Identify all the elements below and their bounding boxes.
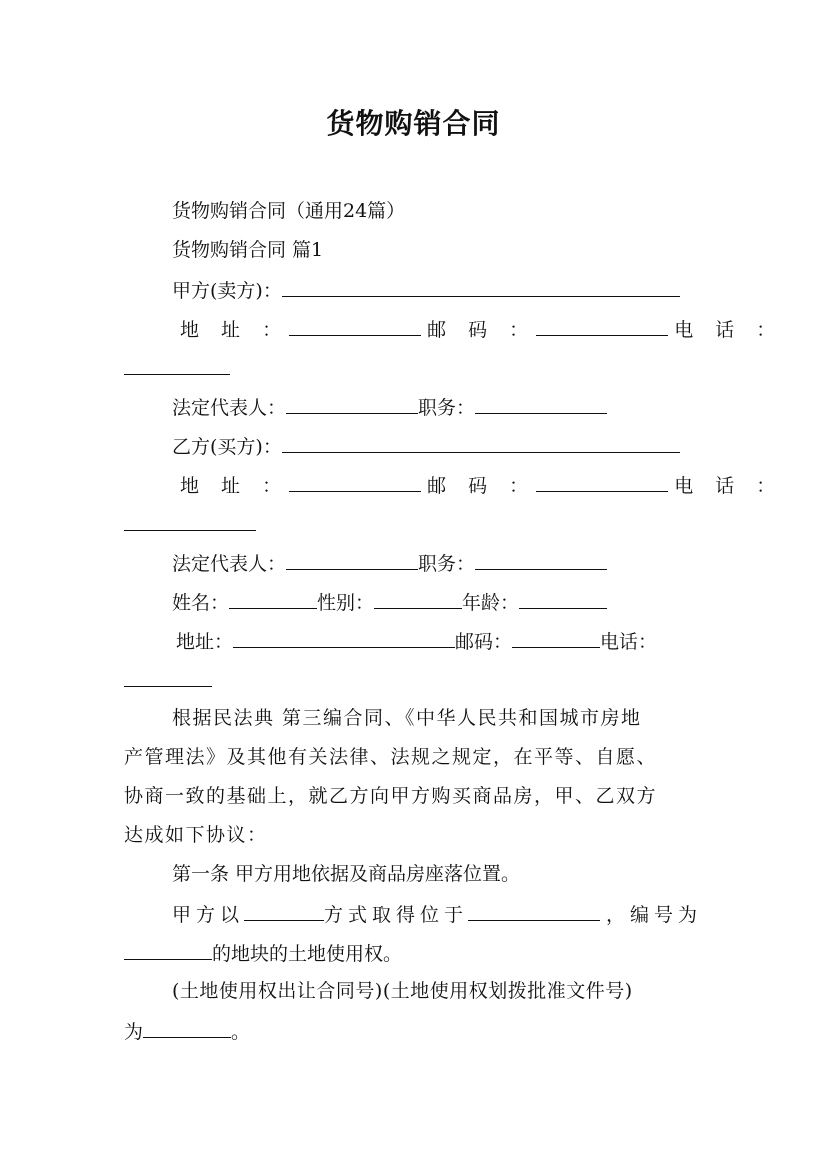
personal-address-row <box>176 627 657 655</box>
position-blank[interactable] <box>475 549 607 570</box>
land-use-text: 的地块的土地使用权。 <box>212 943 403 965</box>
address-blank[interactable] <box>289 471 421 492</box>
paragraph-line: 达成如下协议： <box>124 824 268 846</box>
legal-rep-label: 法定代表人： <box>172 553 287 575</box>
phone-label: 电 话 ： <box>674 475 784 497</box>
personal-info-row <box>172 588 607 616</box>
location-blank[interactable] <box>468 900 600 921</box>
phone-blank[interactable] <box>124 354 230 375</box>
legal-rep-blank[interactable] <box>286 393 418 414</box>
contract-number-text: 。 <box>231 1021 251 1043</box>
phone-blank[interactable] <box>124 510 256 531</box>
phone-label: 电 话 ： <box>674 319 784 341</box>
acquisition-method-blank[interactable] <box>244 900 324 921</box>
position-label: 职务： <box>418 397 476 419</box>
land-use-row-2 <box>124 939 402 967</box>
party-b-row <box>172 432 680 460</box>
document-subtitle: 货物购销合同（通用24篇） <box>172 200 406 222</box>
land-use-text: 甲方以 <box>172 904 245 926</box>
party-b-blank[interactable] <box>282 432 680 453</box>
postcode-blank[interactable] <box>512 627 600 648</box>
gender-label: 性别： <box>317 592 375 614</box>
party-a-row <box>172 276 680 304</box>
paragraph-line: 根据民法典 第三编合同、《中华人民共和国城市房地 <box>172 707 642 729</box>
party-a-phone-row <box>124 354 230 382</box>
personal-phone-row <box>124 666 212 694</box>
phone-blank[interactable] <box>124 666 212 687</box>
postcode-blank[interactable] <box>536 471 668 492</box>
land-use-text: ，编号为 <box>606 904 703 926</box>
party-a-blank[interactable] <box>282 276 680 297</box>
land-use-row <box>172 900 702 928</box>
party-a-label: 甲方(卖方)： <box>172 280 282 302</box>
position-blank[interactable] <box>475 393 607 414</box>
address-label: 地 址 ： <box>180 475 290 497</box>
postcode-label: 邮码： <box>455 631 513 653</box>
postcode-label: 邮 码 ： <box>427 475 537 497</box>
age-label: 年龄： <box>462 592 520 614</box>
contract-number-blank[interactable] <box>143 1017 231 1038</box>
position-label: 职务： <box>418 553 476 575</box>
name-label: 姓名： <box>172 592 230 614</box>
land-use-text: 方式取得位于 <box>324 904 469 926</box>
party-b-legal-rep-row <box>172 549 607 577</box>
party-b-phone-row <box>124 510 256 538</box>
contract-number-row <box>124 1017 250 1045</box>
party-a-address-row <box>180 315 783 343</box>
contract-number-line: (土地使用权出让合同号)(土地使用权划拨批准文件号) <box>172 980 633 1002</box>
address-label: 地址： <box>176 631 234 653</box>
party-b-label: 乙方(买方)： <box>172 436 282 458</box>
legal-rep-blank[interactable] <box>286 549 418 570</box>
paragraph-line: 产管理法》及其他有关法律、法规之规定，在平等、自愿、 <box>124 746 658 768</box>
name-blank[interactable] <box>229 588 317 609</box>
legal-rep-label: 法定代表人： <box>172 397 287 419</box>
plot-number-blank[interactable] <box>124 939 212 960</box>
article-heading: 第一条 甲方用地依据及商品房座落位置。 <box>172 863 521 885</box>
address-label: 地 址 ： <box>180 319 290 341</box>
party-b-address-row <box>180 471 783 499</box>
gender-blank[interactable] <box>374 588 462 609</box>
age-blank[interactable] <box>519 588 607 609</box>
postcode-label: 邮 码 ： <box>427 319 537 341</box>
contract-number-text: 为 <box>124 1021 144 1043</box>
party-a-legal-rep-row <box>172 393 607 421</box>
phone-label: 电话： <box>600 631 658 653</box>
document-title: 货物购销合同 <box>326 107 501 140</box>
address-blank[interactable] <box>289 315 421 336</box>
postcode-blank[interactable] <box>536 315 668 336</box>
paragraph-line: 协商一致的基础上，就乙方向甲方购买商品房，甲、乙双方 <box>124 785 658 807</box>
address-blank[interactable] <box>233 627 455 648</box>
section-heading: 货物购销合同 篇1 <box>172 239 324 261</box>
